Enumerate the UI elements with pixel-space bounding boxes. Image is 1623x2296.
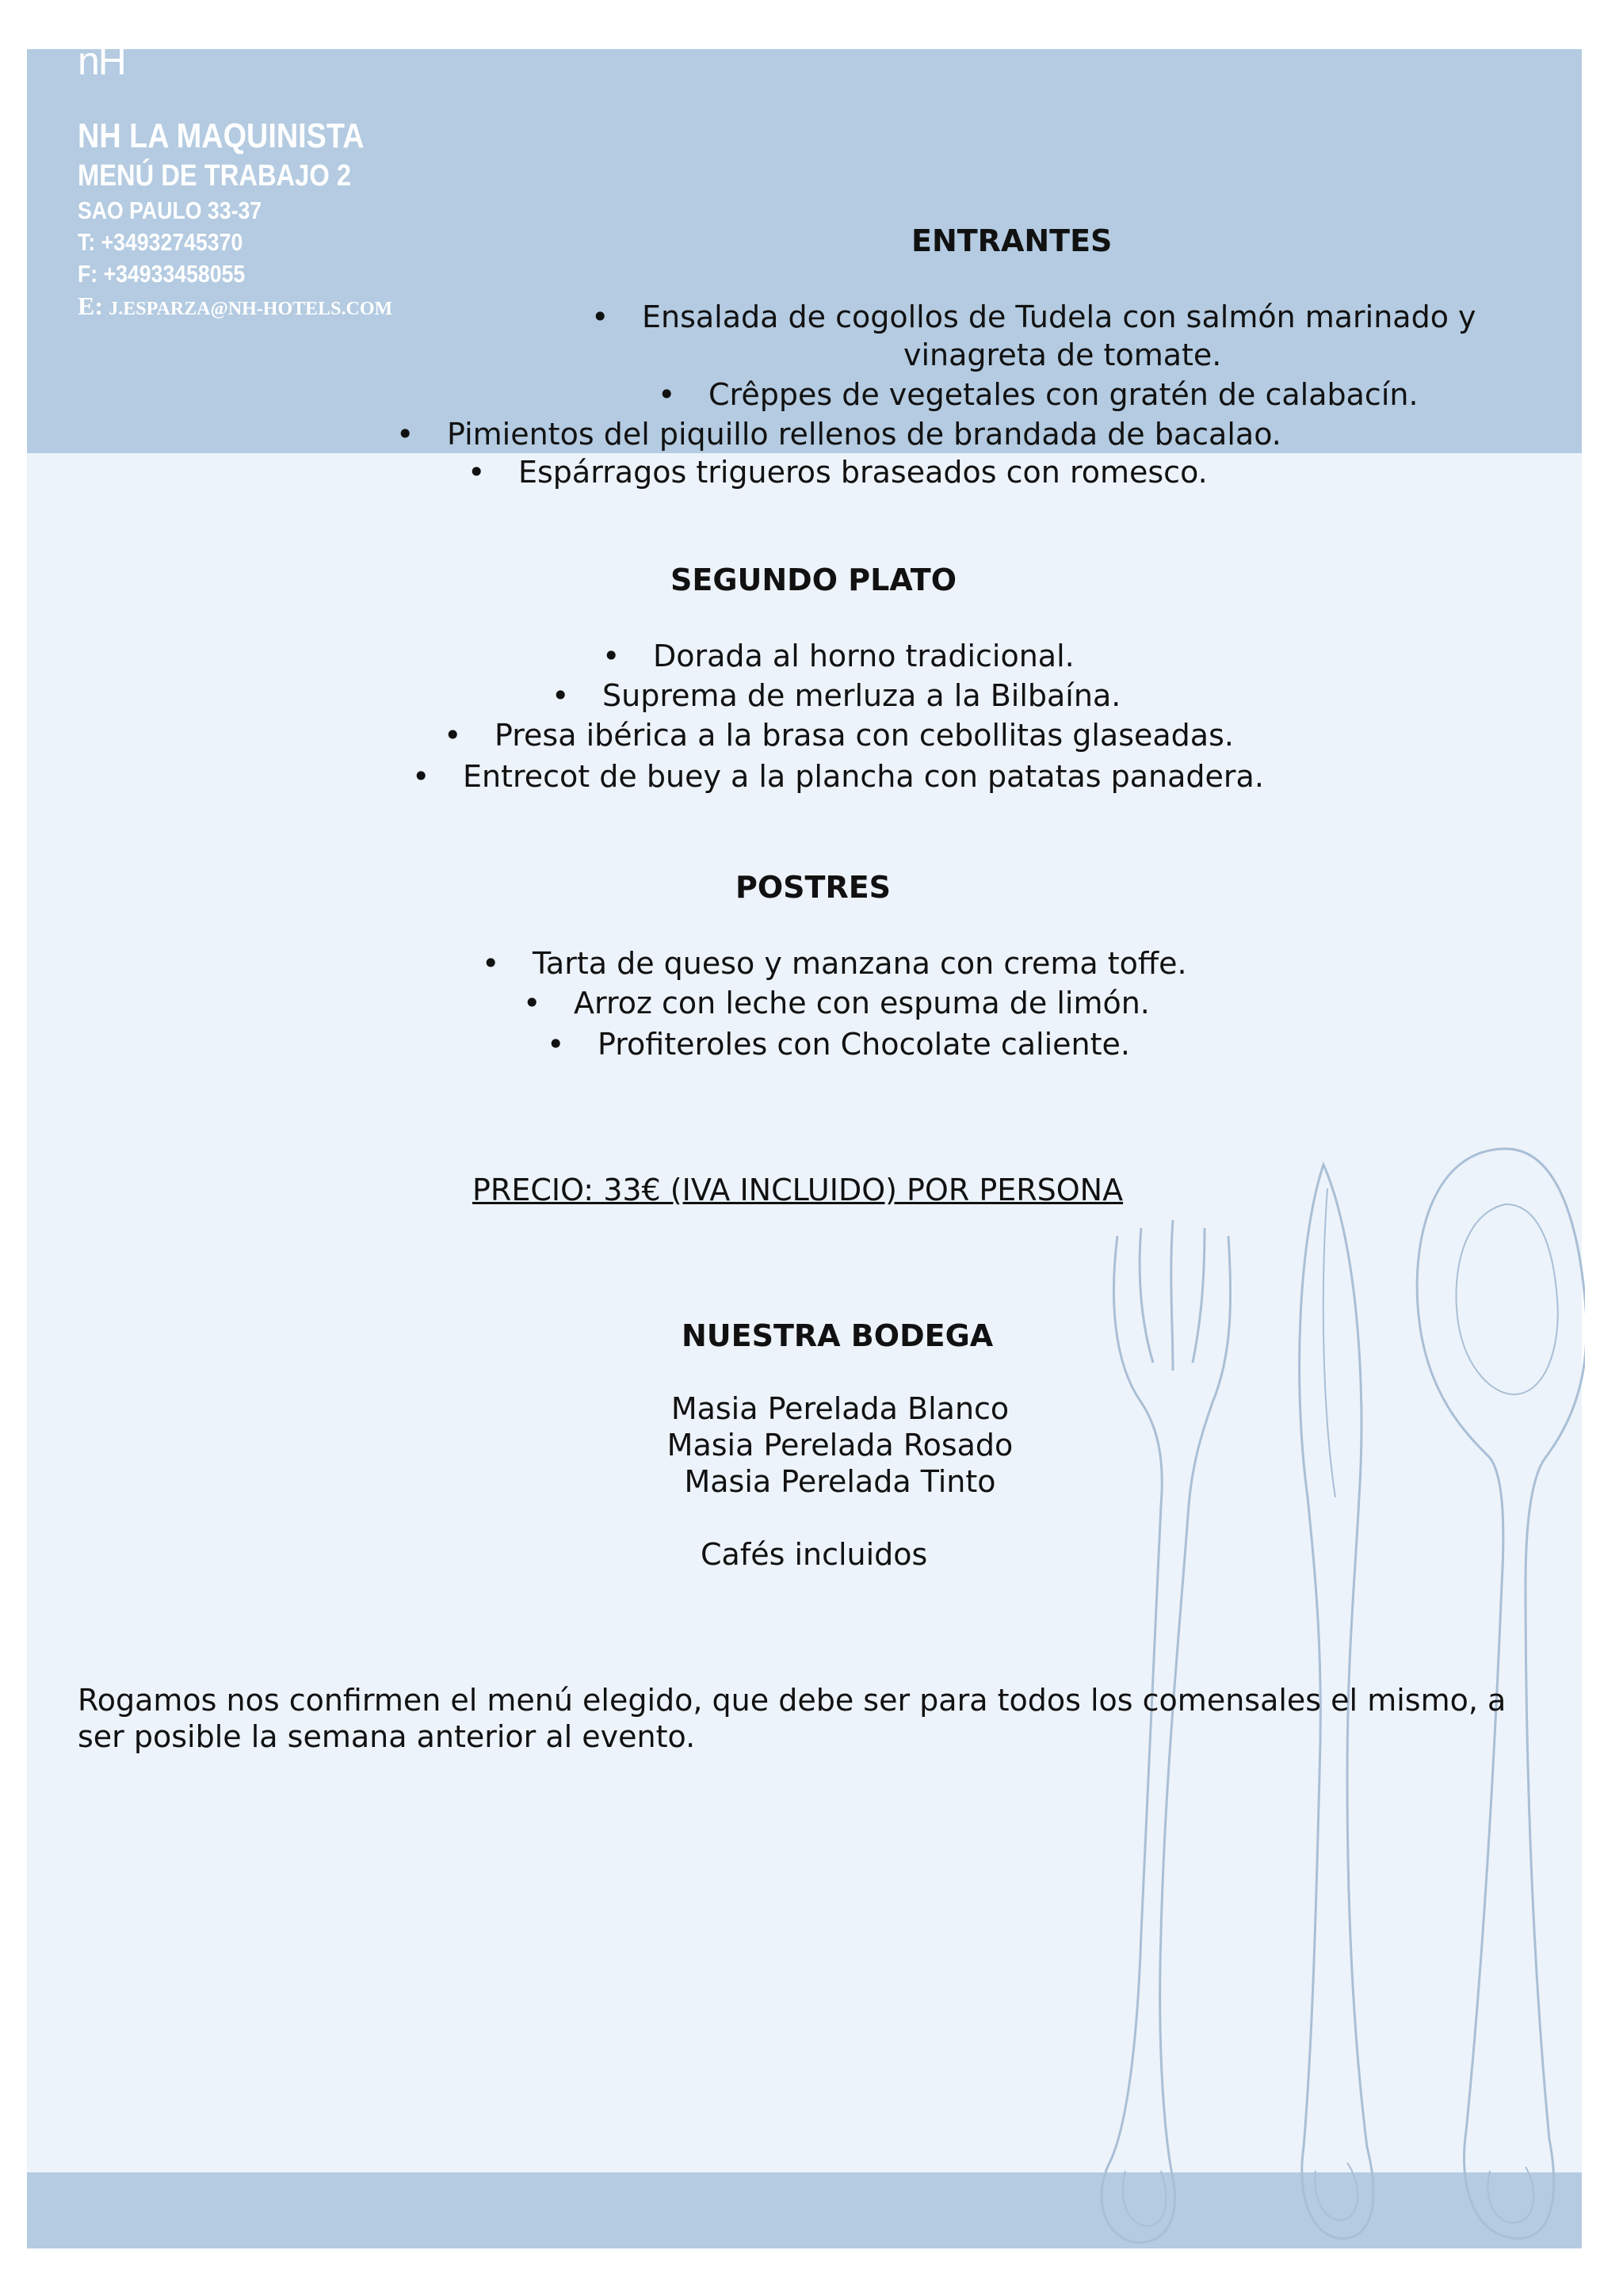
- postres-heading: POSTRES: [735, 870, 892, 905]
- bullet: •: [523, 986, 541, 1020]
- entrante-item-4: Espárragos trigueros braseados con romesco.: [518, 455, 1208, 490]
- bullet: •: [468, 455, 486, 490]
- bodega-heading: NUESTRA BODEGA: [682, 1318, 994, 1353]
- bullet: •: [396, 417, 414, 452]
- entrantes-heading: ENTRANTES: [911, 223, 1113, 258]
- entrante-item-3: Pimientos del piquillo rellenos de brandada de bacalao.: [447, 417, 1281, 452]
- entrante-item-1-cont: vinagreta de tomate.: [903, 338, 1222, 372]
- nh-logo: nH: [78, 39, 125, 83]
- postre-item-1: Tarta de queso y manzana con crema toffe.: [533, 946, 1187, 981]
- postre-item-2: Arroz con leche con espuma de limón.: [574, 986, 1150, 1020]
- coffee-note: Cafés incluidos: [701, 1537, 928, 1572]
- wine-1: Masia Perelada Blanco: [670, 1391, 1010, 1426]
- confirmation-note-line2: ser posible la semana anterior al evento.: [78, 1719, 696, 1754]
- confirmation-note-line1: Rogamos nos confirmen el menú elegido, que debe ser para todos los comensales el mismo, a: [78, 1683, 1507, 1718]
- menu-title: MENÚ DE TRABAJO 2: [78, 159, 351, 193]
- segundo-heading: SEGUNDO PLATO: [670, 563, 957, 597]
- bullet: •: [552, 678, 570, 713]
- entrante-item-1: Ensalada de cogollos de Tudela con salmón marinado y: [642, 299, 1476, 334]
- entrante-item-2: Crêppes de vegetales con gratén de calabacín.: [708, 377, 1419, 412]
- bullet: •: [547, 1027, 565, 1062]
- bullet: •: [591, 299, 609, 334]
- wine-3: Masia Perelada Tinto: [684, 1464, 996, 1499]
- wine-2: Masia Perelada Rosado: [666, 1428, 1014, 1463]
- bullet: •: [602, 639, 621, 673]
- hotel-phone: T: +34932745370: [78, 228, 243, 256]
- hotel-name: NH LA MAQUINISTA: [78, 116, 365, 155]
- hotel-fax: F: +34933458055: [78, 260, 246, 288]
- hotel-info: [78, 116, 411, 325]
- segundo-item-1: Dorada al horno tradicional.: [653, 639, 1075, 673]
- segundo-item-4: Entrecot de buey a la plancha con patatas panadera.: [463, 759, 1264, 794]
- postre-item-3: Profiteroles con Chocolate caliente.: [598, 1027, 1130, 1062]
- email-link[interactable]: J.ESPARZA@NH-HOTELS.COM: [109, 299, 393, 319]
- bullet: •: [658, 377, 676, 412]
- bullet: •: [412, 759, 430, 794]
- email-label: E:: [78, 292, 103, 320]
- bullet: •: [444, 718, 462, 753]
- segundo-item-2: Suprema de merluza a la Bilbaína.: [602, 678, 1121, 713]
- segundo-item-3: Presa ibérica a la brasa con cebollitas glaseadas.: [495, 718, 1234, 753]
- bullet: •: [482, 946, 500, 981]
- hotel-email: [78, 290, 411, 325]
- hotel-address: SAO PAULO 33-37: [78, 196, 262, 224]
- price-line: PRECIO: 33€ (IVA INCLUIDO) POR PERSONA: [472, 1173, 1124, 1207]
